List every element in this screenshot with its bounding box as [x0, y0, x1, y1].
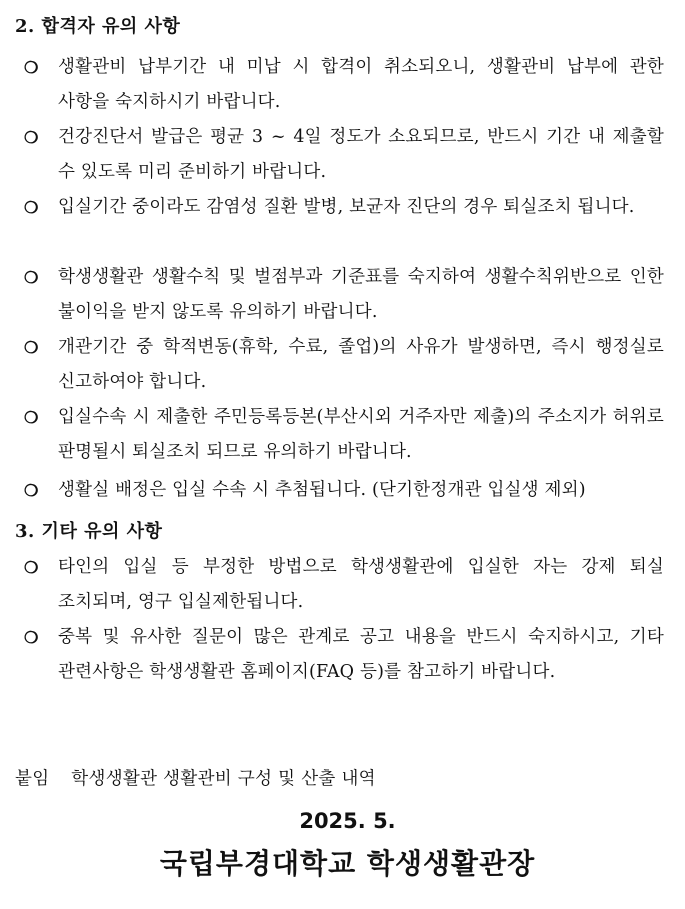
section-2-title: 2. 합격자 유의 사항 [15, 16, 181, 37]
list-item-text: 생활관비 납부기간 내 미납 시 합격이 취소되오니, 생활관비 납부에 관한 사항을 숙지하시기 바랍니다. [58, 57, 664, 112]
issuer-organization: 국립부경대학교 학생생활관장 [159, 847, 536, 880]
list-item-text: 입실기간 중이라도 감염성 질환 발병, 보균자 진단의 경우 퇴실조치 됩니다. [58, 197, 635, 217]
list-item-text: 입실수속 시 제출한 주민등록등본(부산시외 거주자만 제출)의 주소지가 허위로 판명될시 퇴실조치 되므로 유의하기 바랍니다. [58, 407, 664, 462]
circle-bullet-icon: ❍ [24, 481, 39, 500]
list-item [24, 550, 664, 620]
attachment-text: 학생생활관 생활관비 구성 및 산출 내역 [71, 769, 376, 789]
list-item-text: 중복 및 유사한 질문이 많은 관계로 공고 내용을 반드시 숙지하시고, 기타 관련사항은 학생생활관 홈페이지(FAQ 등)를 참고하기 바랍니다. [58, 627, 664, 682]
list-item [24, 50, 664, 120]
list-item-text: 타인의 입실 등 부정한 방법으로 학생생활관에 입실한 자는 강제 퇴실 조치되며, 영구 입실제한됩니다. [58, 557, 664, 612]
list-item-text: 학생생활관 생활수칙 및 벌점부과 기준표를 숙지하여 생활수칙위반으로 인한 불이익을 받지 않도록 유의하기 바랍니다. [58, 267, 664, 322]
attachment-line [15, 765, 376, 790]
attachment-label: 붙임 [15, 769, 50, 789]
circle-bullet-icon: ❍ [24, 408, 39, 427]
circle-bullet-icon: ❍ [24, 338, 39, 357]
list-item-text: 건강진단서 발급은 평균 3 ~ 4일 정도가 소요되므로, 반드시 기간 내 제출할 수 있도록 미리 준비하기 바랍니다. [58, 127, 664, 182]
list-item [24, 190, 664, 225]
list-item-text: 개관기간 중 학적변동(휴학, 수료, 졸업)의 사유가 발생하면, 즉시 행정실로 신고하여야 합니다. [58, 337, 664, 392]
circle-bullet-icon: ❍ [24, 198, 39, 217]
list-item [24, 330, 664, 400]
circle-bullet-icon: ❍ [24, 558, 39, 577]
issue-date: 2025. 5. [299, 809, 396, 833]
list-item [24, 260, 664, 330]
list-item [24, 473, 664, 508]
circle-bullet-icon: ❍ [24, 58, 39, 77]
circle-bullet-icon: ❍ [24, 268, 39, 287]
circle-bullet-icon: ❍ [24, 128, 39, 147]
list-item [24, 620, 664, 690]
circle-bullet-icon: ❍ [24, 628, 39, 647]
list-item-text: 생활실 배정은 입실 수속 시 추첨됩니다. (단기한정개관 입실생 제외) [58, 480, 586, 500]
list-item [24, 120, 664, 190]
list-item [24, 400, 664, 470]
section-3-title: 3. 기타 유의 사항 [15, 521, 163, 542]
